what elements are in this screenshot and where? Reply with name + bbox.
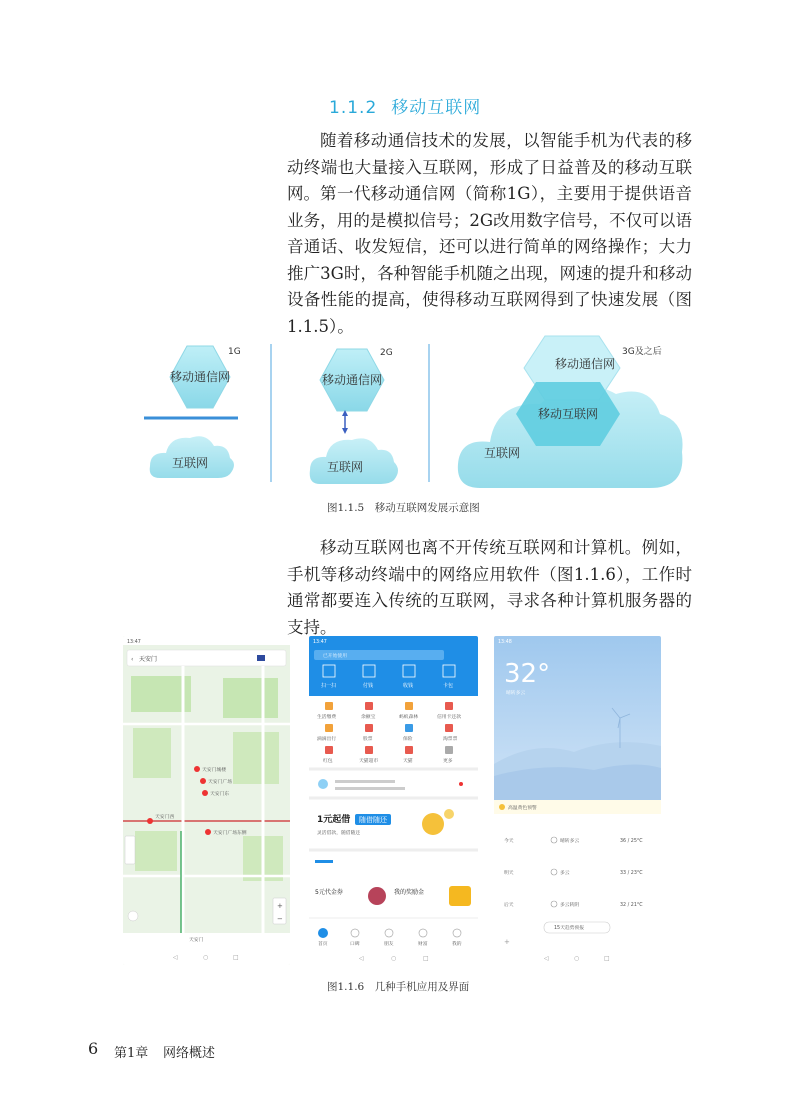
- svg-text:扫一扫: 扫一扫: [321, 683, 337, 689]
- svg-text:+: +: [504, 938, 510, 946]
- svg-text:天安门广场东侧: 天安门广场东侧: [213, 831, 247, 836]
- svg-text:◁: ◁: [173, 954, 178, 961]
- svg-text:口碑: 口碑: [350, 942, 360, 947]
- svg-text:信用卡还款: 信用卡还款: [437, 715, 461, 720]
- panel-2g: [310, 348, 398, 484]
- chapter-title: 网络概述: [163, 1046, 216, 1061]
- svg-text:36 / 25°C: 36 / 25°C: [620, 839, 643, 844]
- svg-text:32 / 21°C: 32 / 21°C: [620, 903, 643, 908]
- screenshot-map-app: [123, 636, 290, 965]
- svg-text:红包: 红包: [323, 759, 333, 764]
- back-icon: ‹: [131, 656, 134, 663]
- weather-condition: 晴转多云: [506, 691, 526, 696]
- screenshot-weather-app: [494, 636, 661, 965]
- label-gen: 1G: [228, 347, 241, 357]
- status-time: 13:48: [498, 640, 512, 645]
- label-internet: 互联网: [171, 456, 209, 470]
- svg-text:◁: ◁: [544, 955, 549, 962]
- page-number: 6: [88, 1039, 99, 1058]
- svg-text:天猫超市: 天猫超市: [359, 759, 379, 764]
- weather-more-button: 15天趋势预报: [554, 926, 585, 931]
- svg-text:蚂蚁森林: 蚂蚁森林: [399, 715, 419, 720]
- section-title: 移动互联网: [391, 98, 482, 118]
- route-icon: [257, 655, 265, 661]
- figure-115-caption: 图1.1.5 移动互联网发展示意图: [327, 502, 480, 514]
- label-mobile-network: 移动通信网: [321, 373, 383, 387]
- promo-sub: 灵活借款，随借随还: [317, 831, 361, 836]
- svg-text:卡包: 卡包: [443, 683, 454, 689]
- svg-text:晴转多云: 晴转多云: [560, 839, 580, 844]
- chapter-label: 第1章: [114, 1046, 149, 1061]
- card-mid: 我的奖励金: [394, 889, 425, 896]
- wallet-app-canvas: [309, 636, 478, 965]
- svg-text:天安门广场: 天安门广场: [208, 780, 232, 785]
- svg-text:○: ○: [203, 954, 209, 961]
- svg-text:首页: 首页: [318, 942, 328, 947]
- svg-text:−: −: [277, 915, 283, 923]
- svg-text:33 / 23°C: 33 / 23°C: [620, 871, 643, 876]
- map-app-canvas: [123, 636, 290, 965]
- panel-1g: [144, 346, 241, 478]
- svg-text:多云: 多云: [560, 871, 570, 876]
- figure-116-caption: 图1.1.6 几种手机应用及界面: [327, 981, 470, 993]
- figure-mobile-internet-evolution: [130, 332, 690, 500]
- section-heading: [329, 93, 481, 118]
- map-search-text: 天安门: [139, 656, 158, 663]
- svg-text:多云转阴: 多云转阴: [560, 903, 580, 908]
- svg-text:□: □: [423, 955, 429, 962]
- screenshot-wallet-app: [309, 636, 478, 965]
- svg-text:滴滴出行: 滴滴出行: [317, 737, 337, 742]
- svg-text:○: ○: [391, 955, 397, 962]
- weather-app-canvas: [494, 636, 661, 965]
- paragraph-2: 第一代移动通信网（简称1G），主要用于提供语音业务，用的是模拟信号；2G改用数字信号，不仅可以语音通话、收发短信，还可以进行简单的网络操作；大力推广3G时，各种智能手机随之出现，网速的提升和移动设备性能的提高，使得移动互联网得到了快速发展（图1.1.5）。: [287, 184, 692, 336]
- map-footer-text: 天安门: [189, 938, 204, 943]
- svg-text:+: +: [277, 902, 283, 910]
- svg-text:今天: 今天: [504, 839, 514, 844]
- map-layer-controls: [125, 836, 135, 864]
- svg-text:淘票票: 淘票票: [443, 737, 458, 742]
- service-grid: [317, 702, 461, 764]
- card-left: 5元代金券: [315, 889, 343, 896]
- svg-text:天安门东: 天安门东: [210, 792, 230, 797]
- panel-3g: [458, 336, 683, 488]
- label-internet: 互联网: [483, 446, 521, 460]
- forecast-list: [504, 837, 643, 908]
- svg-text:收钱: 收钱: [403, 683, 414, 689]
- label-mobile-internet: 移动互联网: [537, 407, 599, 421]
- label-internet: 互联网: [326, 460, 364, 474]
- label-gen: 3G及之后: [622, 347, 662, 357]
- bottom-tabs: [318, 928, 462, 947]
- promo-badge: 随借随还: [359, 816, 387, 824]
- status-time: 13:47: [313, 640, 327, 645]
- svg-text:股票: 股票: [363, 737, 373, 742]
- paragraph-3: 移动互联网也离不开传统互联网和计算机。例如，手机等移动终端中的网络应用软件（图1.1.6），工作时通常都要连入传统的互联网，寻求各种计算机服务器的支持。: [287, 538, 692, 637]
- svg-text:保险: 保险: [403, 737, 413, 742]
- svg-text:生活缴费: 生活缴费: [317, 715, 337, 720]
- svg-text:天安门城楼: 天安门城楼: [202, 768, 226, 773]
- svg-text:我的: 我的: [452, 942, 462, 947]
- svg-text:明天: 明天: [504, 871, 514, 876]
- wallet-search: 已开始使用: [323, 654, 347, 659]
- promo-title: 1元起借: [317, 815, 351, 825]
- label-mobile-network: 移动通信网: [169, 370, 231, 384]
- svg-text:□: □: [233, 954, 239, 961]
- svg-text:天猫: 天猫: [403, 759, 413, 764]
- svg-text:□: □: [604, 955, 610, 962]
- weather-temperature: 32°: [504, 659, 551, 689]
- svg-text:朋友: 朋友: [384, 942, 394, 947]
- status-time: 13:47: [127, 640, 141, 645]
- section-number: 1.1.2: [329, 98, 378, 118]
- locate-icon: [128, 911, 138, 921]
- label-gen: 2G: [380, 348, 393, 358]
- svg-text:后天: 后天: [504, 903, 514, 908]
- weather-alert: 高温黄色预警: [508, 806, 537, 811]
- svg-text:更多: 更多: [443, 759, 453, 764]
- svg-text:○: ○: [574, 955, 580, 962]
- svg-text:◁: ◁: [359, 955, 364, 962]
- svg-text:余额宝: 余额宝: [361, 715, 376, 720]
- svg-text:天安门西: 天安门西: [155, 815, 175, 820]
- svg-text:财富: 财富: [418, 942, 428, 947]
- svg-text:付钱: 付钱: [363, 683, 374, 689]
- label-mobile-network: 移动通信网: [554, 357, 616, 371]
- paragraph-1: 随着移动通信技术的发展，以智能手机为代表的移动终端也大量接入互联网，形成了日益普及的移动互联网。: [287, 131, 692, 203]
